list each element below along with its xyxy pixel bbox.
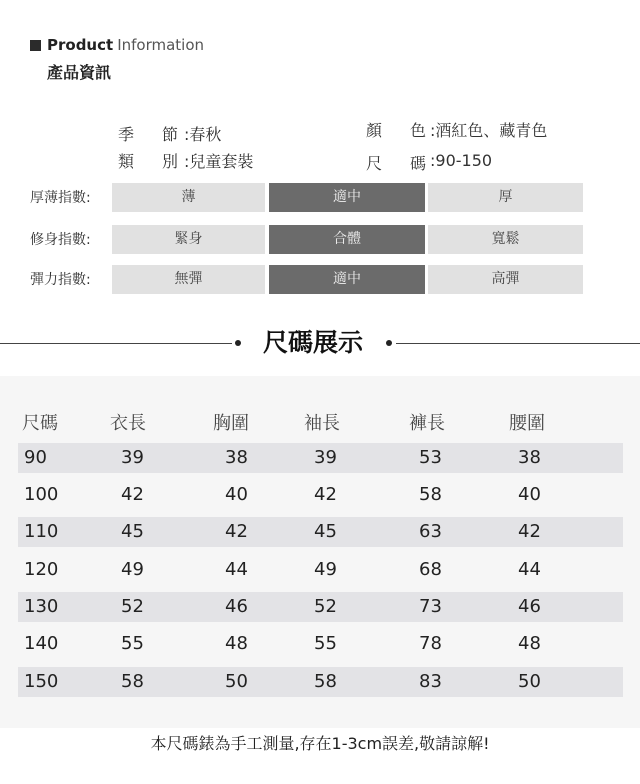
section-dot-right [386,340,392,346]
table-row [18,667,623,697]
table-cell: 49 [121,559,144,580]
table-cell: 50 [225,671,248,692]
index-option: 適中 [269,265,425,294]
table-cell: 63 [419,521,442,542]
table-cell: 42 [314,484,337,505]
table-cell: 42 [225,521,248,542]
index-option: 適中 [269,183,425,212]
table-cell: 90 [24,447,47,468]
table-header: 尺碼 [22,413,58,434]
table-cell: 40 [518,484,541,505]
table-row [18,629,623,659]
spec-key-char: 尺 [366,154,383,173]
index-option: 無彈 [112,265,265,294]
table-cell: 48 [518,633,541,654]
table-cell: 58 [419,484,442,505]
table-cell: 50 [518,671,541,692]
table-row [18,480,623,510]
index-option: 高彈 [428,265,583,294]
table-cell: 55 [314,633,337,654]
table-cell: 45 [121,521,144,542]
spec-value: :春秋 [184,125,222,144]
spec-key-char: 節 [162,125,179,144]
section-title: 尺碼展示 [262,328,363,357]
table-cell: 38 [225,447,248,468]
table-cell: 39 [314,447,337,468]
table-header: 袖長 [304,413,340,434]
index-option: 寬鬆 [428,225,583,254]
spec-value: :酒紅色、藏青色 [430,121,548,140]
index-label: 厚薄指數: [30,190,91,206]
table-cell: 39 [121,447,144,468]
spec-key-char: 顏 [366,121,383,140]
table-row [18,555,623,585]
table-header: 腰圍 [509,413,545,434]
table-cell: 52 [121,596,144,617]
index-option: 合體 [269,225,425,254]
table-row [18,443,623,473]
table-header: 褲長 [409,413,445,434]
spec-key-char: 碼 [410,154,427,173]
table-cell: 140 [24,633,59,654]
table-cell: 46 [518,596,541,617]
table-header: 胸圍 [213,413,249,434]
table-cell: 38 [518,447,541,468]
header-title-bold: Product [47,36,114,54]
table-cell: 44 [225,559,248,580]
index-label: 修身指數: [30,232,91,248]
table-cell: 100 [24,484,59,505]
spec-value: :90-150 [430,151,493,170]
table-cell: 78 [419,633,442,654]
table-cell: 58 [121,671,144,692]
spec-key-char: 類 [118,152,135,171]
product-info-header [30,34,204,83]
table-cell: 48 [225,633,248,654]
index-label: 彈力指數: [30,272,91,288]
section-divider-left [0,343,232,344]
table-cell: 58 [314,671,337,692]
square-bullet-icon [30,40,41,51]
table-cell: 53 [419,447,442,468]
index-option: 緊身 [112,225,265,254]
table-cell: 52 [314,596,337,617]
index-option: 厚 [428,183,583,212]
section-dot-left [235,340,241,346]
section-divider-right [396,343,640,344]
table-cell: 150 [24,671,59,692]
table-cell: 73 [419,596,442,617]
table-row [18,517,623,547]
table-cell: 44 [518,559,541,580]
table-cell: 40 [225,484,248,505]
spec-value: :兒童套裝 [184,152,254,171]
header-title-light: Information [117,36,205,54]
header-title-cn: 產品資訊 [47,63,112,82]
table-header: 衣長 [110,413,146,434]
index-option: 薄 [112,183,265,212]
table-cell: 45 [314,521,337,542]
measurement-note: 本尺碼錶為手工測量,存在1-3cm誤差,敬請諒解! [150,734,490,753]
table-cell: 42 [518,521,541,542]
table-cell: 130 [24,596,59,617]
table-cell: 46 [225,596,248,617]
spec-key-char: 季 [118,125,135,144]
table-cell: 55 [121,633,144,654]
table-cell: 49 [314,559,337,580]
spec-key-char: 色 [410,121,427,140]
spec-key-char: 別 [162,152,179,171]
table-cell: 110 [24,521,59,542]
table-cell: 42 [121,484,144,505]
table-cell: 83 [419,671,442,692]
table-row [18,592,623,622]
table-cell: 120 [24,559,59,580]
table-cell: 68 [419,559,442,580]
